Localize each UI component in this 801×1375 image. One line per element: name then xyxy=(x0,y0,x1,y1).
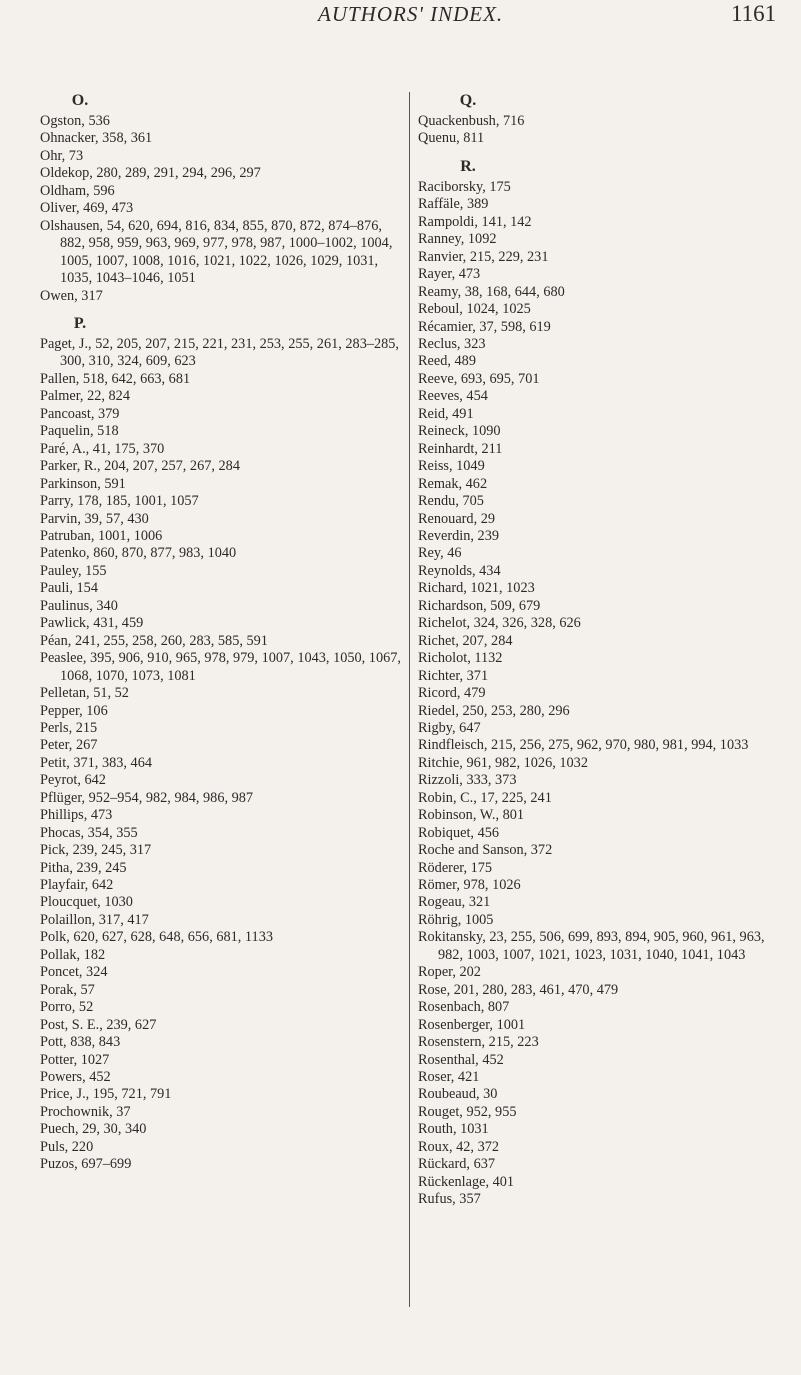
index-entry: Palmer, 22, 824 xyxy=(40,388,130,405)
index-entry: Porak, 57 xyxy=(40,981,95,998)
index-entry: Reid, 491 xyxy=(418,405,474,422)
index-entry: Routh, 1031 xyxy=(418,1121,489,1138)
index-entry: Renouard, 29 xyxy=(418,510,496,527)
index-entry: Rosenthal, 452 xyxy=(418,1051,504,1068)
index-entry: Post, S. E., 239, 627 xyxy=(40,1016,157,1033)
index-entry: Ohr, 73 xyxy=(40,147,84,164)
index-entry: Puzos, 697–699 xyxy=(40,1156,132,1173)
index-entry: Rosenbach, 807 xyxy=(418,999,510,1016)
index-entry: Reverdin, 239 xyxy=(418,527,499,544)
index-entry: Roche and Sanson, 372 xyxy=(418,842,553,859)
right-index-column xyxy=(418,88,768,1209)
index-entry: Pallen, 518, 642, 663, 681 xyxy=(40,370,191,387)
index-entry: Parvin, 39, 57, 430 xyxy=(40,510,149,527)
index-entry: Roper, 202 xyxy=(418,964,481,981)
index-entry: Reclus, 323 xyxy=(418,335,486,352)
index-entry: Quenu, 811 xyxy=(418,130,485,147)
index-entry: Puech, 29, 30, 340 xyxy=(40,1121,147,1138)
index-entry: Röderer, 175 xyxy=(418,859,493,876)
index-entry: Paquelin, 518 xyxy=(40,423,119,440)
index-entry: Rey, 46 xyxy=(418,545,462,562)
index-entry: Puls, 220 xyxy=(40,1138,94,1155)
column-divider xyxy=(409,92,410,1307)
index-entry: Rokitansky, 23, 255, 506, 699, 893, 894, 905, 960, 961, 963, 982, 1003, 1007, 1021, 1023, 1031, 1040, 1041, 1043 xyxy=(418,929,765,963)
index-entry: Robiquet, 456 xyxy=(418,824,500,841)
index-entry: Rouget, 952, 955 xyxy=(418,1103,517,1120)
index-entry: Roubeaud, 30 xyxy=(418,1086,498,1103)
index-entry: Römer, 978, 1026 xyxy=(418,877,521,894)
index-entry: Robinson, W., 801 xyxy=(418,807,525,824)
index-entry: Pollak, 182 xyxy=(40,946,106,963)
index-entry: Porro, 52 xyxy=(40,999,94,1016)
index-entry: Price, J., 195, 721, 791 xyxy=(40,1086,172,1103)
index-entry: Richelot, 324, 326, 328, 626 xyxy=(418,615,581,632)
index-entry: Pelletan, 51, 52 xyxy=(40,685,129,702)
index-entry: Ranvier, 215, 229, 231 xyxy=(418,248,549,265)
index-entry: Rampoldi, 141, 142 xyxy=(418,213,532,230)
index-entry: Quackenbush, 716 xyxy=(418,113,525,129)
index-entry: Polaillon, 317, 417 xyxy=(40,911,149,928)
index-entry: Parry, 178, 185, 1001, 1057 xyxy=(40,493,199,510)
index-entry: Paulinus, 340 xyxy=(40,597,118,614)
index-entry: Patenko, 860, 870, 877, 983, 1040 xyxy=(40,545,237,562)
section-letter-heading: O. xyxy=(71,92,89,109)
index-entry: Rückard, 637 xyxy=(418,1156,496,1173)
index-entry: Rizzoli, 333, 373 xyxy=(418,772,517,789)
index-entry: Oliver, 469, 473 xyxy=(40,200,134,217)
running-title: AUTHORS' INDEX. xyxy=(318,2,504,26)
index-entry: Phocas, 354, 355 xyxy=(40,824,138,841)
index-entry: Riedel, 250, 253, 280, 296 xyxy=(418,702,570,719)
index-entry: Reynolds, 434 xyxy=(418,562,501,579)
index-entry: Richter, 371 xyxy=(418,667,489,684)
index-entry: Reinhardt, 211 xyxy=(418,440,503,457)
index-entry: Pflüger, 952–954, 982, 984, 986, 987 xyxy=(40,789,254,806)
left-index-column xyxy=(40,88,405,1174)
index-entry: Poncet, 324 xyxy=(40,964,108,981)
index-entry: Rindfleisch, 215, 256, 275, 962, 970, 980, 981, 994, 1033 xyxy=(418,737,749,754)
index-entry: Richet, 207, 284 xyxy=(418,632,513,649)
index-entry: Roser, 421 xyxy=(418,1069,480,1086)
index-entry: Rosenberger, 1001 xyxy=(418,1016,526,1033)
index-entry: Olshausen, 54, 620, 694, 816, 834, 855, 870, 872, 874–876, 882, 958, 959, 963, 969, 977, 978, 987, 1000–1002, 1004, 1005, 1007, 1008, 1016, 1021, 1022, 1026, 1029, 1031, 1035, 1043–1046, 1051 xyxy=(40,217,393,287)
index-entry: Parker, R., 204, 207, 257, 267, 284 xyxy=(40,458,240,475)
index-entry: Reineck, 1090 xyxy=(418,423,501,440)
index-entry: Ploucquet, 1030 xyxy=(40,894,133,911)
index-entry: Pepper, 106 xyxy=(40,702,108,719)
index-entry: Ritchie, 961, 982, 1026, 1032 xyxy=(418,754,588,771)
index-entry: Phillips, 473 xyxy=(40,807,113,824)
index-entry: Röhrig, 1005 xyxy=(418,911,494,928)
index-entry: Reeves, 454 xyxy=(418,388,488,405)
index-entry: Ranney, 1092 xyxy=(418,231,497,248)
index-entry: Rose, 201, 280, 283, 461, 470, 479 xyxy=(418,981,619,998)
index-entry: Reed, 489 xyxy=(418,353,476,370)
page-number: 1161 xyxy=(731,1,777,26)
index-entry: Rayer, 473 xyxy=(418,266,481,283)
index-entry: Rogeau, 321 xyxy=(418,894,491,911)
index-entry: Reiss, 1049 xyxy=(418,458,485,475)
index-entry: Raciborsky, 175 xyxy=(418,178,511,195)
index-entry: Peter, 267 xyxy=(40,737,98,754)
index-entry: Patruban, 1001, 1006 xyxy=(40,527,163,544)
index-entry: Potter, 1027 xyxy=(40,1051,110,1068)
index-entry: Reboul, 1024, 1025 xyxy=(418,301,531,318)
index-entry: Pawlick, 431, 459 xyxy=(40,615,144,632)
index-entry: Polk, 620, 627, 628, 648, 656, 681, 1133 xyxy=(40,929,273,946)
index-entry: Reamy, 38, 168, 644, 680 xyxy=(418,283,565,300)
index-entry: Reeve, 693, 695, 701 xyxy=(418,370,540,387)
page-header xyxy=(0,0,801,40)
index-entry: Oldham, 596 xyxy=(40,182,115,199)
index-entry: Pauley, 155 xyxy=(40,562,107,579)
index-entry: Richardson, 509, 679 xyxy=(418,597,541,614)
index-entry: Richard, 1021, 1023 xyxy=(418,580,535,597)
index-entry: Raffäle, 389 xyxy=(418,196,489,213)
index-entry: Oldekop, 280, 289, 291, 294, 296, 297 xyxy=(40,165,261,182)
index-entry: Playfair, 642 xyxy=(40,877,114,894)
index-entry: Roux, 42, 372 xyxy=(418,1138,500,1155)
index-entry: Ogston, 536 xyxy=(40,113,110,129)
index-entry: Parkinson, 591 xyxy=(40,475,126,492)
index-entry: Remak, 462 xyxy=(418,475,488,492)
index-entry: Rückenlage, 401 xyxy=(418,1173,515,1190)
index-entry: Rigby, 647 xyxy=(418,719,481,736)
index-entry: Paget, J., 52, 205, 207, 215, 221, 231, 253, 255, 261, 283–285, 300, 310, 324, 609, 623 xyxy=(40,335,400,370)
index-entry: Pitha, 239, 245 xyxy=(40,859,127,876)
index-entry: Rufus, 357 xyxy=(418,1191,481,1208)
index-entry: Petit, 371, 383, 464 xyxy=(40,754,152,771)
index-entry: Rendu, 705 xyxy=(418,493,484,510)
index-entry: Ohnacker, 358, 361 xyxy=(40,130,153,147)
index-entry: Pauli, 154 xyxy=(40,580,98,597)
index-entry: Récamier, 37, 598, 619 xyxy=(418,318,551,335)
section-letter-heading: R. xyxy=(460,157,476,175)
index-entry: Pick, 239, 245, 317 xyxy=(40,842,152,859)
index-entry: Richolot, 1132 xyxy=(418,650,503,667)
index-entry: Pancoast, 379 xyxy=(40,405,120,422)
index-entry: Prochownik, 37 xyxy=(40,1103,131,1120)
index-entry: Peaslee, 395, 906, 910, 965, 978, 979, 1007, 1043, 1050, 1067, 1068, 1070, 1073, 1081 xyxy=(40,650,401,684)
index-entry: Paré, A., 41, 175, 370 xyxy=(40,440,165,457)
index-entry: Pott, 838, 843 xyxy=(40,1034,121,1051)
section-letter-heading: Q. xyxy=(459,92,477,109)
section-letter-heading: P. xyxy=(73,314,87,332)
index-entry: Powers, 452 xyxy=(40,1069,111,1086)
index-entry: Rosenstern, 215, 223 xyxy=(418,1034,539,1051)
index-entry: Peyrot, 642 xyxy=(40,772,106,789)
index-entry: Ricord, 479 xyxy=(418,685,486,702)
index-entry: Perls, 215 xyxy=(40,719,98,736)
index-entry: Owen, 317 xyxy=(40,287,103,304)
index-entry: Robin, C., 17, 225, 241 xyxy=(418,789,552,806)
index-entry: Péan, 241, 255, 258, 260, 283, 585, 591 xyxy=(40,632,268,649)
